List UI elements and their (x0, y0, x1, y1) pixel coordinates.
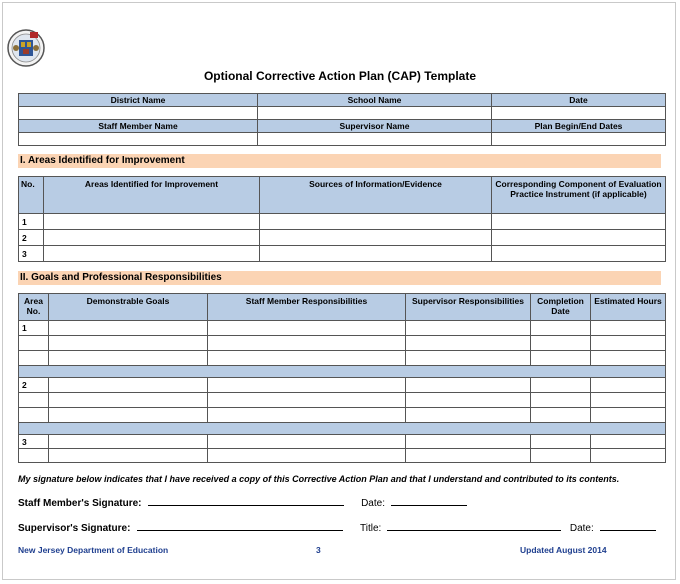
supervisor-resp-cell[interactable] (406, 408, 531, 423)
section1-heading: I. Areas Identified for Improvement (18, 154, 661, 168)
supervisor-resp-cell[interactable] (406, 393, 531, 408)
supervisor-signature-label: Supervisor's Signature: (18, 523, 131, 534)
staff-date-label: Date: (361, 498, 385, 509)
area-number-cell (19, 408, 49, 423)
staff-resp-cell[interactable] (208, 351, 406, 366)
footer-updated-date: Updated August 2014 (520, 545, 607, 555)
header-info-table (18, 93, 666, 146)
col-staff-resp: Staff Member Responsibilities (208, 294, 406, 321)
hours-cell[interactable] (591, 321, 666, 336)
staff-member-name-header: Staff Member Name (19, 120, 258, 133)
supervisor-date-field[interactable] (600, 520, 656, 531)
completion-date-cell[interactable] (531, 351, 591, 366)
supervisor-signature-line (18, 520, 656, 534)
supervisor-signature-field[interactable] (137, 520, 343, 531)
hours-cell[interactable] (591, 449, 666, 463)
goal-cell[interactable] (49, 449, 208, 463)
staff-resp-cell[interactable] (208, 435, 406, 449)
page-title: Optional Corrective Action Plan (CAP) Template (203, 69, 477, 83)
completion-date-cell[interactable] (531, 435, 591, 449)
goal-cell[interactable] (49, 378, 208, 393)
section2-heading: II. Goals and Professional Responsibilities (18, 271, 661, 285)
col-completion-date: Completion Date (531, 294, 591, 321)
supervisor-resp-cell[interactable] (406, 351, 531, 366)
component-cell[interactable] (492, 230, 666, 246)
area-number-cell (19, 336, 49, 351)
improvement-areas-table (18, 176, 666, 262)
area-number-cell (19, 449, 49, 463)
completion-date-cell[interactable] (531, 393, 591, 408)
supervisor-name-header: Supervisor Name (258, 120, 492, 133)
completion-date-cell[interactable] (531, 378, 591, 393)
school-name-header: School Name (258, 94, 492, 107)
area-number: 2 (19, 378, 49, 393)
source-cell[interactable] (260, 214, 492, 230)
supervisor-resp-cell[interactable] (406, 378, 531, 393)
group-separator (19, 423, 666, 435)
area-number-cell (19, 351, 49, 366)
staff-signature-line (18, 495, 467, 509)
col-supervisor-resp: Supervisor Responsibilities (406, 294, 531, 321)
district-name-cell[interactable] (19, 107, 258, 120)
col-estimated-hours: Estimated Hours (591, 294, 666, 321)
supervisor-resp-cell[interactable] (406, 321, 531, 336)
staff-date-field[interactable] (391, 495, 467, 506)
date-header: Date (492, 94, 666, 107)
source-cell[interactable] (260, 230, 492, 246)
completion-date-cell[interactable] (531, 449, 591, 463)
acknowledgement-statement: My signature below indicates that I have received a copy of this Corrective Action Plan and that I understand and contributed to its contents. (18, 474, 620, 484)
footer-department: New Jersey Department of Education (18, 545, 169, 555)
district-name-header: District Name (19, 94, 258, 107)
completion-date-cell[interactable] (531, 336, 591, 351)
col-sources: Sources of Information/Evidence (260, 177, 492, 214)
footer-page-number: 3 (316, 545, 321, 555)
goals-table (18, 293, 666, 463)
plan-dates-header: Plan Begin/End Dates (492, 120, 666, 133)
supervisor-resp-cell[interactable] (406, 336, 531, 351)
staff-signature-field[interactable] (148, 495, 344, 506)
goal-cell[interactable] (49, 336, 208, 351)
goal-cell[interactable] (49, 408, 208, 423)
goal-cell[interactable] (49, 321, 208, 336)
area-number-cell (19, 393, 49, 408)
completion-date-cell[interactable] (531, 408, 591, 423)
row-number: 3 (19, 246, 44, 262)
title-label: Title: (359, 523, 382, 534)
area-cell[interactable] (44, 246, 260, 262)
col-area-no: Area No. (19, 294, 49, 321)
component-cell[interactable] (492, 214, 666, 230)
area-cell[interactable] (44, 214, 260, 230)
supervisor-resp-cell[interactable] (406, 449, 531, 463)
area-cell[interactable] (44, 230, 260, 246)
hours-cell[interactable] (591, 378, 666, 393)
staff-resp-cell[interactable] (208, 393, 406, 408)
col-component: Corresponding Component of Evaluation Practice Instrument (if applicable) (492, 177, 666, 214)
page-frame (2, 2, 676, 580)
row-number: 1 (19, 214, 44, 230)
supervisor-date-label: Date: (569, 523, 594, 534)
staff-signature-label: Staff Member's Signature: (18, 498, 142, 509)
area-number: 1 (19, 321, 49, 336)
goal-cell[interactable] (49, 393, 208, 408)
area-number: 3 (19, 435, 49, 449)
state-seal-icon (6, 28, 46, 68)
school-name-cell[interactable] (258, 107, 492, 120)
title-field[interactable] (387, 520, 561, 531)
staff-resp-cell[interactable] (208, 336, 406, 351)
hours-cell[interactable] (591, 393, 666, 408)
col-no: No. (19, 177, 44, 214)
goal-cell[interactable] (49, 435, 208, 449)
goal-cell[interactable] (49, 351, 208, 366)
staff-member-name-cell[interactable] (19, 133, 258, 146)
component-cell[interactable] (492, 246, 666, 262)
staff-resp-cell[interactable] (208, 449, 406, 463)
col-goals: Demonstrable Goals (49, 294, 208, 321)
date-cell[interactable] (492, 107, 666, 120)
row-number: 2 (19, 230, 44, 246)
staff-resp-cell[interactable] (208, 321, 406, 336)
staff-resp-cell[interactable] (208, 378, 406, 393)
group-separator (19, 366, 666, 378)
col-areas: Areas Identified for Improvement (44, 177, 260, 214)
plan-dates-cell[interactable] (492, 133, 666, 146)
supervisor-name-cell[interactable] (258, 133, 492, 146)
staff-resp-cell[interactable] (208, 408, 406, 423)
supervisor-resp-cell[interactable] (406, 435, 531, 449)
hours-cell[interactable] (591, 408, 666, 423)
hours-cell[interactable] (591, 351, 666, 366)
hours-cell[interactable] (591, 336, 666, 351)
completion-date-cell[interactable] (531, 321, 591, 336)
hours-cell[interactable] (591, 435, 666, 449)
source-cell[interactable] (260, 246, 492, 262)
